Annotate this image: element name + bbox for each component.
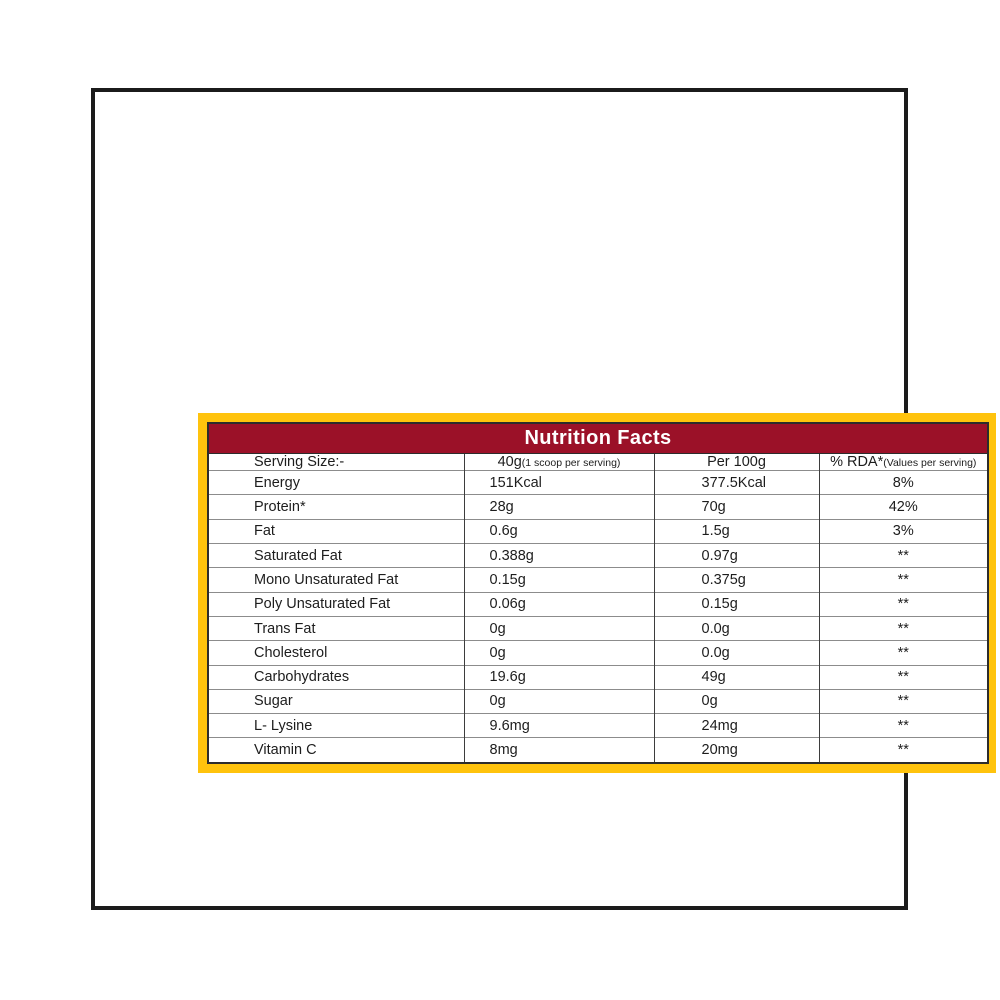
rda-value-cell: ** bbox=[819, 616, 988, 640]
nutrition-rows bbox=[208, 471, 988, 764]
nutrient-name-cell: Carbohydrates bbox=[208, 665, 464, 689]
nutrition-facts-title: Nutrition Facts bbox=[208, 423, 988, 454]
per-serving-value-cell: 0.06g bbox=[464, 592, 654, 616]
nutrient-name-cell: Protein* bbox=[208, 495, 464, 519]
rda-value-cell: ** bbox=[819, 665, 988, 689]
nutrient-name-cell: Poly Unsaturated Fat bbox=[208, 592, 464, 616]
rda-header-label: % RDA* bbox=[830, 454, 884, 470]
rda-value-cell: ** bbox=[819, 592, 988, 616]
rda-value-cell: ** bbox=[819, 714, 988, 738]
per-100g-header: Per 100g bbox=[654, 454, 819, 471]
table-row bbox=[208, 689, 988, 713]
per-serving-value-cell: 9.6mg bbox=[464, 714, 654, 738]
per-serving-value-cell: 151Kcal bbox=[464, 471, 654, 495]
per-serving-value-cell: 0.6g bbox=[464, 519, 654, 543]
per-100g-value-cell: 0.0g bbox=[654, 641, 819, 665]
per-serving-value-cell: 0.388g bbox=[464, 543, 654, 567]
title-row bbox=[208, 423, 988, 454]
per-100g-value-cell: 1.5g bbox=[654, 519, 819, 543]
per-100g-value-cell: 377.5Kcal bbox=[654, 471, 819, 495]
nutrient-name-cell: Saturated Fat bbox=[208, 543, 464, 567]
per-100g-value-cell: 24mg bbox=[654, 714, 819, 738]
product-label-card bbox=[91, 88, 977, 910]
rda-value-cell: ** bbox=[819, 568, 988, 592]
rda-note: (Values per serving) bbox=[883, 457, 977, 469]
nutrition-facts-panel bbox=[198, 413, 996, 773]
nutrient-name-cell: Trans Fat bbox=[208, 616, 464, 640]
rda-value-cell: ** bbox=[819, 543, 988, 567]
rda-value-cell: 8% bbox=[819, 471, 988, 495]
per-serving-value-cell: 28g bbox=[464, 495, 654, 519]
per-100g-value-cell: 0g bbox=[654, 689, 819, 713]
rda-value-cell: 42% bbox=[819, 495, 988, 519]
per-serving-value-cell: 0g bbox=[464, 689, 654, 713]
per-serving-value-cell: 0.15g bbox=[464, 568, 654, 592]
serving-size-header: Serving Size:- bbox=[254, 454, 345, 470]
table-row bbox=[208, 738, 988, 763]
per-serving-note: (1 scoop per serving) bbox=[521, 457, 621, 469]
table-row bbox=[208, 471, 988, 495]
per-serving-header bbox=[464, 454, 654, 471]
nutrient-name-cell: Fat bbox=[208, 519, 464, 543]
rda-header bbox=[819, 454, 988, 471]
rda-value-cell: 3% bbox=[819, 519, 988, 543]
rda-value-cell: ** bbox=[819, 738, 988, 763]
nutrition-facts-table bbox=[207, 422, 989, 764]
table-row bbox=[208, 495, 988, 519]
rda-value-cell: ** bbox=[819, 641, 988, 665]
table-row bbox=[208, 714, 988, 738]
nutrient-name-cell: Vitamin C bbox=[208, 738, 464, 763]
table-row bbox=[208, 543, 988, 567]
column-header-row bbox=[208, 454, 988, 471]
rda-value-cell: ** bbox=[819, 689, 988, 713]
nutrient-name-cell: L- Lysine bbox=[208, 714, 464, 738]
per-100g-value-cell: 70g bbox=[654, 495, 819, 519]
per-serving-value-cell: 8mg bbox=[464, 738, 654, 763]
table-row bbox=[208, 519, 988, 543]
per-serving-value-cell: 0g bbox=[464, 641, 654, 665]
per-100g-value-cell: 0.97g bbox=[654, 543, 819, 567]
per-100g-value-cell: 0.0g bbox=[654, 616, 819, 640]
table-row bbox=[208, 665, 988, 689]
per-100g-value-cell: 20mg bbox=[654, 738, 819, 763]
per-100g-value-cell: 0.375g bbox=[654, 568, 819, 592]
table-row bbox=[208, 568, 988, 592]
nutrient-name-cell: Energy bbox=[208, 471, 464, 495]
per-100g-value-cell: 0.15g bbox=[654, 592, 819, 616]
nutrient-name-cell: Mono Unsaturated Fat bbox=[208, 568, 464, 592]
per-serving-value-cell: 19.6g bbox=[464, 665, 654, 689]
per-100g-value-cell: 49g bbox=[654, 665, 819, 689]
table-row bbox=[208, 616, 988, 640]
per-serving-value-cell: 0g bbox=[464, 616, 654, 640]
table-row bbox=[208, 592, 988, 616]
nutrient-name-cell: Cholesterol bbox=[208, 641, 464, 665]
per-serving-amount: 40g bbox=[497, 454, 522, 470]
nutrient-name-cell: Sugar bbox=[208, 689, 464, 713]
table-row bbox=[208, 641, 988, 665]
